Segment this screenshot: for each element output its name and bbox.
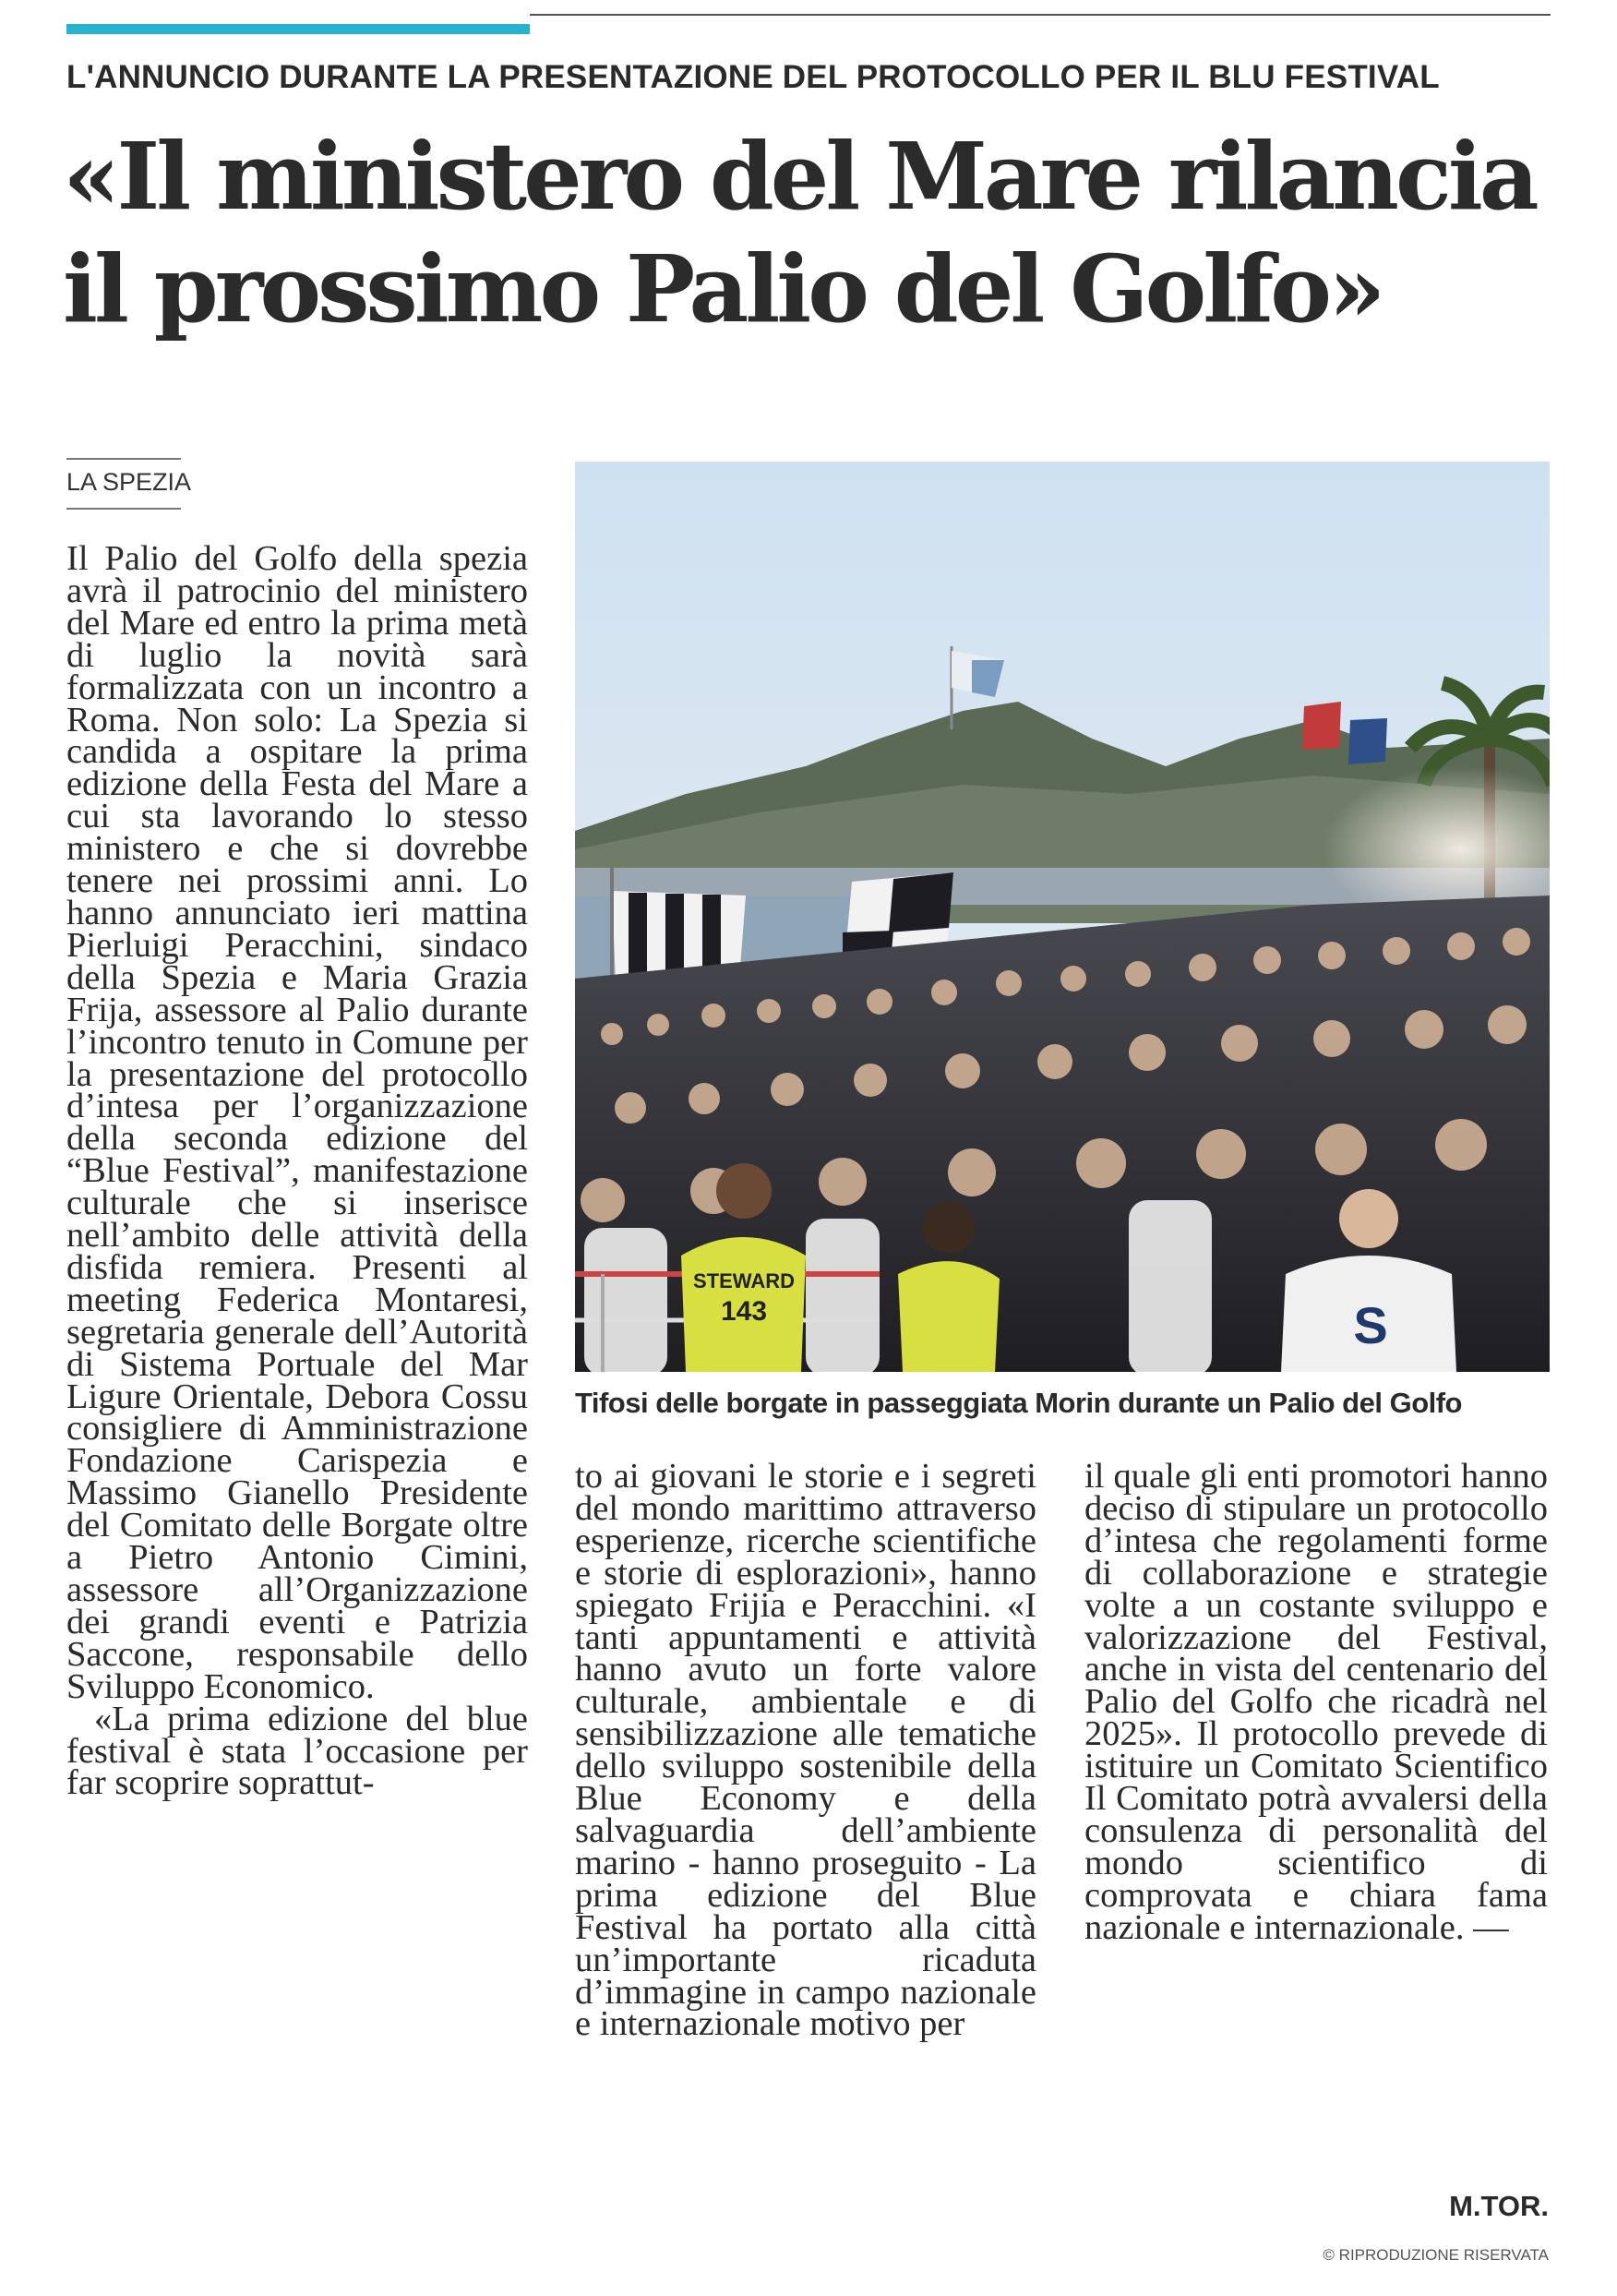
copyright-notice: © RIPRODUZIONE RISERVATA [1323, 2246, 1549, 2264]
author-signature: M.TOR. [1449, 2190, 1549, 2222]
photo-caption: Tifosi delle borgate in passeggiata Morin durante un Palio del Golfo [575, 1387, 1462, 1419]
headline [63, 120, 1576, 345]
paragraph-2: «La prima edizione del blue festival è stata l’occasione per far scoprire soprattut- [66, 1699, 528, 1803]
paragraph-1: Il Palio del Golfo della spezia avrà il patrocinio del ministero del Mare ed entro la prima metà di luglio la novità sarà formalizzata con un incontro a Roma. Non solo: La Spezia si candida a ospitare la prima edizione della Festa del Mare a cui sta lavorando lo stesso ministero e che si dovrebbe tenere nei prossimi anni. Lo hanno annunciato ieri mattina Pierluigi Peracchini, sindaco della Spezia e Maria Grazia Frija, assessore al Palio durante l’incontro tenuto in Comune per la presentazione del protocollo d’intesa per l’organizzazione della seconda edizione del “Blue Festival”, manifestazione culturale che si inserisce nell’ambito delle attività della disfida remiera. Presenti al meeting Federica Montaresi, segretaria generale dell’Autorità di Sistema Portuale del Mar Ligure Orientale, Debora Cossu consigliere di Amministrazione Fondazione Carispezia e Massimo Gianello Presidente del Comitato delle Borgate oltre a Pietro Antonio Cimini, assessore all’Organizzazione dei grandi eventi e Patrizia Saccone, responsabile dello Sviluppo Economico. [66, 539, 528, 1706]
paragraph-3: to ai giovani le storie e i segreti del mondo marittimo attraverso esperienze, ricerche scientifiche e storie di esplorazioni», hanno spiegato Frijia e Peracchini. «I tanti appuntamenti e attività hanno avuto un forte valore culturale, ambientale e di sensibilizzazione alle tematiche dello sviluppo sostenibile della Blue Economy e della salvaguardia dell’ambiente marino - hanno proseguito - La prima edizione del Blue Festival ha portato alla città un’importante ricaduta d’immagine in campo nazionale e internazionale motivo per [575, 1457, 1036, 2044]
article-column-3 [1084, 1457, 1548, 1947]
paragraph-4: il quale gli enti promotori hanno deciso di stipulare un protocollo d’intesa che regolamenti forme di collaborazione e strategie volte a un costante sviluppo e valorizzazione del Festival, anche in vista del centenario del Palio del Golfo che ricadrà nel 2025». Il protocollo prevede di istituire un Comitato Scientifico Il Comitato potrà avvalersi della consulenza di personalità del mondo scientifico di comprovata e chiara fama nazionale e internazionale. — [1084, 1457, 1548, 1947]
section-accent-bar [66, 24, 530, 34]
article-photo [575, 462, 1550, 1372]
article-column-1 [66, 539, 528, 1803]
location-rule-top [66, 458, 181, 460]
headline-line-1: «Il ministero del Mare rilancia [63, 122, 1536, 231]
kicker: L'ANNUNCIO DURANTE LA PRESENTAZIONE DEL PROTOCOLLO PER IL BLU FESTIVAL [66, 59, 1440, 95]
shirt-letter: S [1353, 1296, 1388, 1354]
section-rule [530, 14, 1551, 16]
steward-vest-number: 143 [720, 1296, 768, 1327]
headline-line-2: il prossimo Palio del Golfo» [63, 234, 1383, 343]
location-dateline: LA SPEZIA [66, 468, 192, 496]
location-rule-bottom [66, 508, 181, 510]
steward-vest-label: STEWARD [693, 1269, 795, 1292]
article-column-2 [575, 1457, 1036, 2044]
